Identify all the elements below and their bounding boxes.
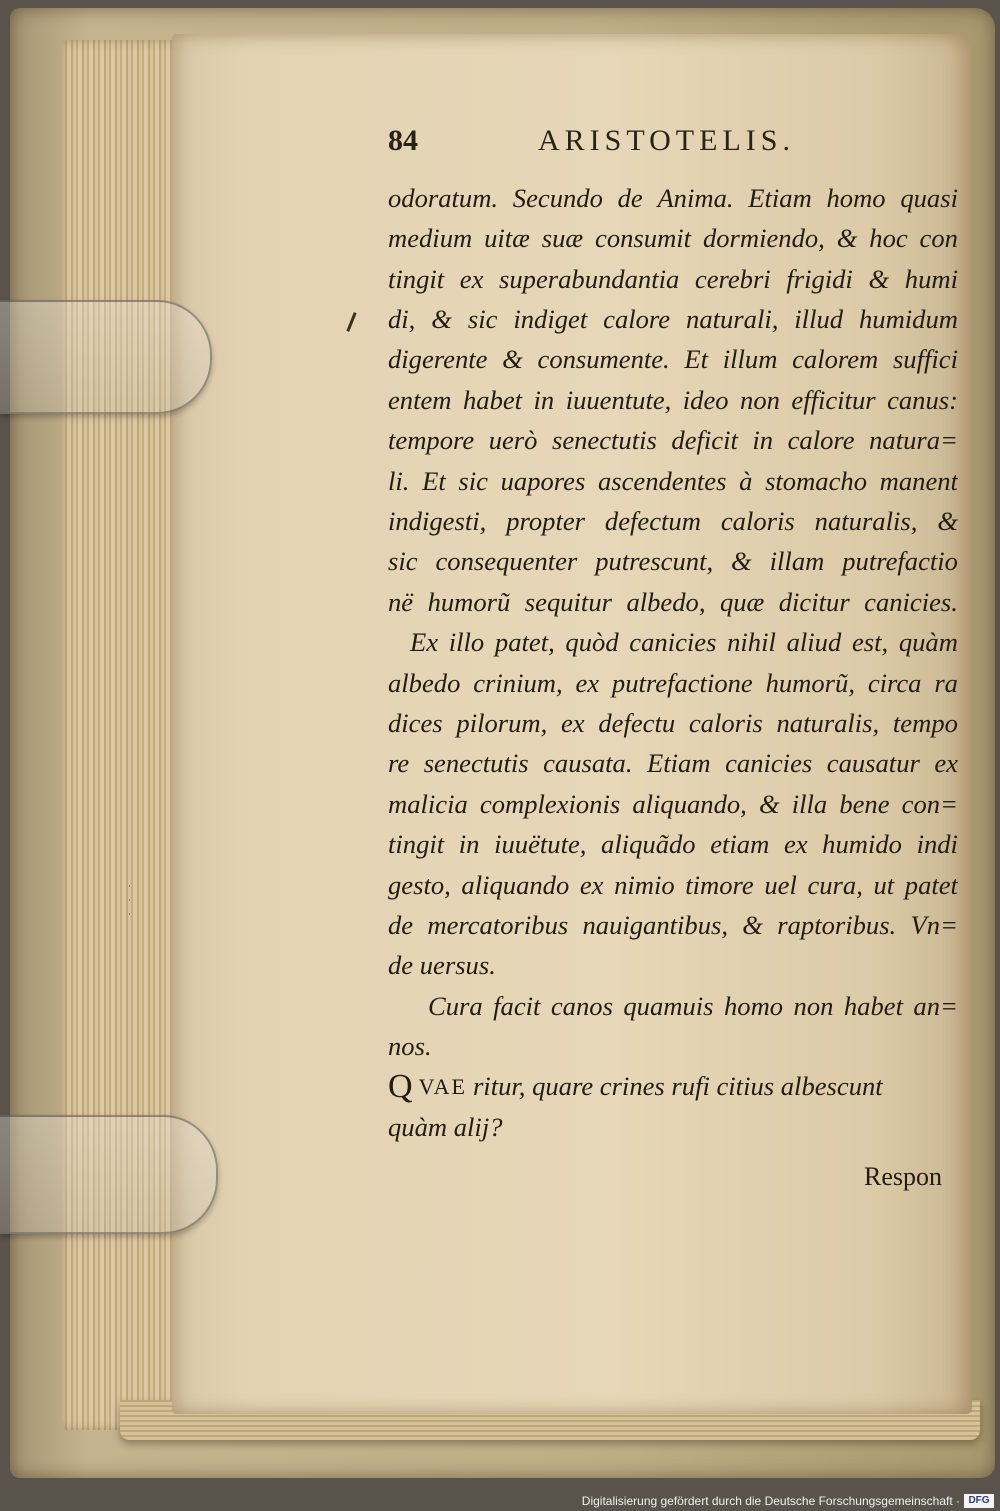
text-line: de mercatoribus nauigantibus, & raptoribus. Vn= [388,909,958,940]
text-line: malicia complexionis aliquando, & illa bene con= [388,788,958,819]
text-line: entem habet in iuuentute, ideo non efficitur canus: [388,384,958,415]
text-line: tingit in iuuëtute, aliquãdo etiam ex humido indi [388,829,958,860]
text-line: medium uitæ suæ consumit dormiendo, & hoc con [388,223,958,254]
initial-letter: Q [388,1067,413,1105]
page-header [388,124,958,164]
verse-line: Cura facit canos quamuis homo non habet an= [428,990,958,1021]
footer-bar [0,1492,1000,1511]
verse-line: nos. [388,1031,432,1062]
edge-marks: · · · [128,882,131,920]
text-line: digerente & consumente. Et illum calorem suffici [388,344,958,375]
text-line: tingit ex superabundantia cerebri frigidi & humi [388,263,958,294]
text-line: indigesti, propter defectum caloris naturalis, & [388,506,958,537]
page-body [388,178,958,1147]
text-line: tempore uerò senectutis deficit in calore natura= [388,425,958,456]
page-number: 84 [388,124,418,157]
question-smallcaps: VAE [418,1073,467,1099]
funding-credit: Digitalisierung gefördert durch die Deutsche Forschungsgemeinschaft · [581,1494,960,1508]
question-text: ritur, quare crines rufi citius albescunt [472,1071,883,1102]
text-line: li. Et sic uapores ascendentes à stomacho manent [388,465,958,496]
question-line [388,1067,958,1107]
text-line: në humorũ sequitur albedo, quæ dicitur canicies. [388,586,958,617]
page-clip-lower [0,1115,218,1234]
text-line: Ex illo patet, quòd canicies nihil aliud est, quàm [410,627,958,658]
question-line-2: quàm alij? [388,1111,503,1142]
catchword: Respon [864,1162,942,1191]
text-line: odoratum. Secundo de Anima. Etiam homo quasi [388,182,958,213]
text-line: dices pilorum, ex defectu caloris naturalis, tempo [388,707,958,738]
text-line: gesto, aliquando ex nimio timore uel cura, ut patet [388,869,958,900]
running-head: ARISTOTELIS. [538,124,795,157]
text-line: re senectutis causata. Etiam canicies causatur ex [388,748,958,779]
dfg-logo-icon: DFG [964,1494,994,1508]
text-line: di, & sic indiget calore naturali, illud humidum [388,304,958,335]
text-line: sic consequenter putrescunt, & illam putrefactio [388,546,958,577]
text-line: de uersus. [388,950,496,981]
text-line: albedo crinium, ex putrefactione humorũ, circa ra [388,667,958,698]
page-clip-upper [0,300,212,414]
